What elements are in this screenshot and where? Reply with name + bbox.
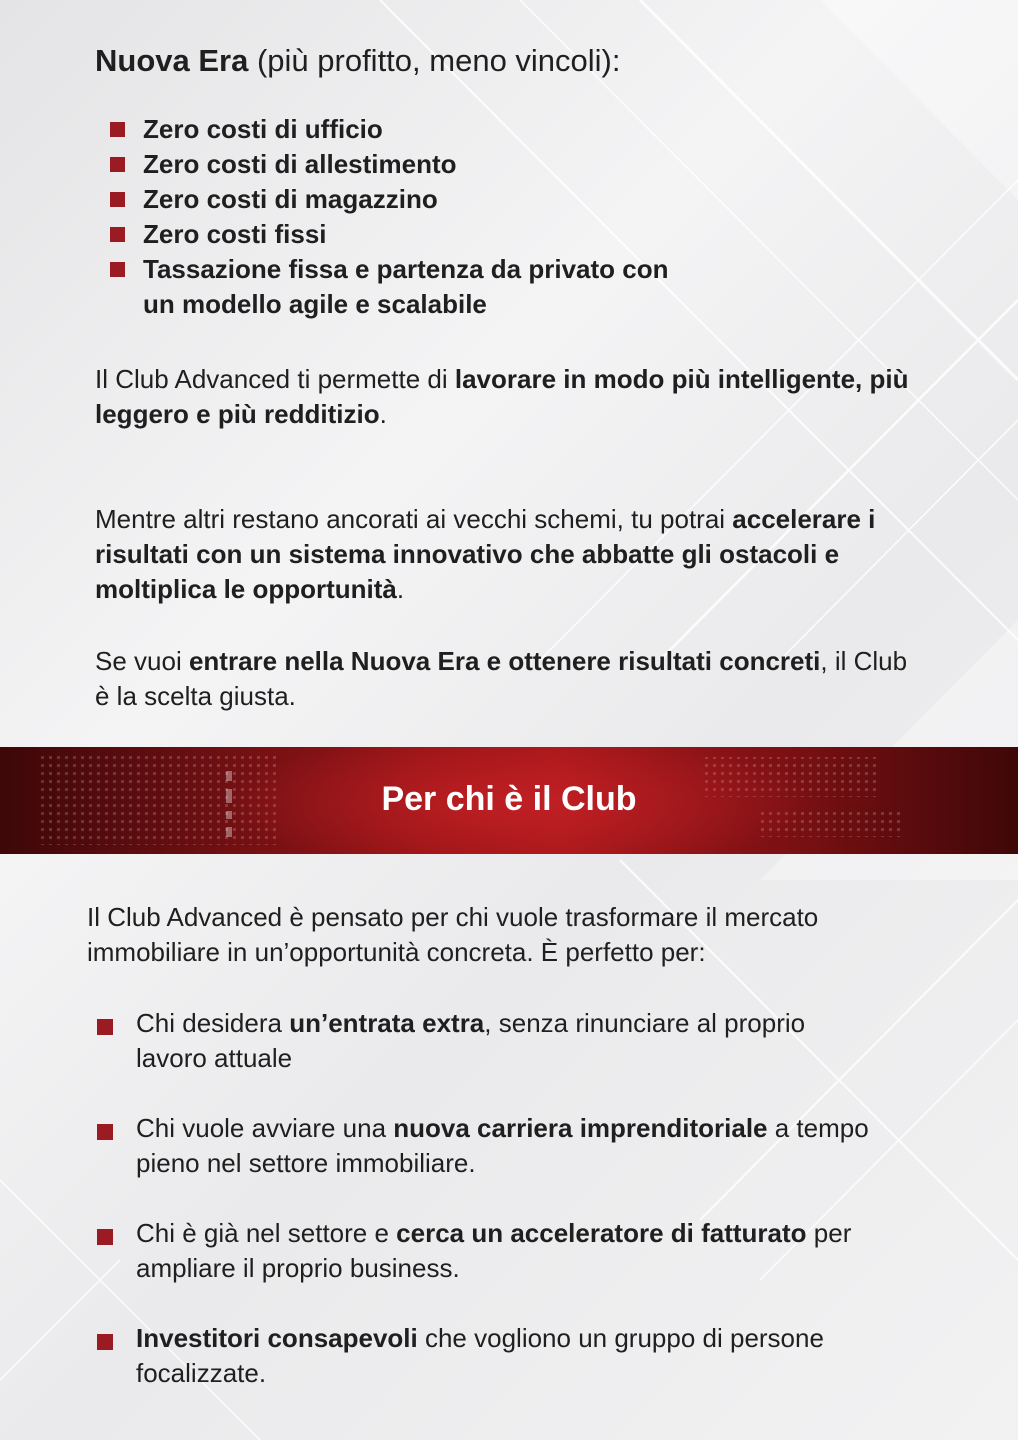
list-item: Chi vuole avviare una nuova carriera imprenditoriale a tempo pieno nel settore immobiliare. <box>87 1111 881 1181</box>
paragraph-new-era: Se vuoi entrare nella Nuova Era e ottenere risultati concreti, il Club è la scelta giusta. <box>95 646 908 711</box>
list-item: Chi è già nel settore e cerca un acceleratore di fatturato per ampliare il proprio business. <box>87 1216 956 1286</box>
list-item: Tassazione fissa e partenza da privato con un modello agile e scalabile <box>95 252 703 322</box>
list-item: Zero costi di ufficio <box>95 112 955 147</box>
list-item: Zero costi di magazzino <box>95 182 955 217</box>
square-bullet-icon <box>97 1334 113 1350</box>
list-item: Investitori consapevoli che vogliono un gruppo di persone focalizzate. <box>87 1321 936 1391</box>
square-bullet-icon <box>97 1229 113 1245</box>
intro-paragraph: Il Club Advanced è pensato per chi vuole trasformare il mercato immobiliare in un’opportunità concreta. È perfetto per: <box>87 902 819 967</box>
paragraph-smart-work: Il Club Advanced ti permette di lavorare in modo più intelligente, più leggero e più redditizio. <box>95 364 909 429</box>
benefits-list <box>95 112 955 322</box>
nuova-era-section <box>95 40 955 714</box>
square-bullet-icon <box>97 1124 113 1140</box>
square-bullet-icon <box>110 157 125 172</box>
audience-list <box>87 1006 947 1391</box>
square-bullet-icon <box>110 122 125 137</box>
banner-title: Per chi è il Club <box>381 780 637 818</box>
list-item: Chi desidera un’entrata extra, senza rinunciare al proprio lavoro attuale <box>87 1006 881 1076</box>
square-bullet-icon <box>110 227 125 242</box>
square-bullet-icon <box>97 1019 113 1035</box>
list-item: Zero costi di allestimento <box>95 147 955 182</box>
section-banner <box>0 747 1018 854</box>
square-bullet-icon <box>110 262 125 277</box>
paragraph-accelerate: Mentre altri restano ancorati ai vecchi schemi, tu potrai accelerare i risultati con un sistema innovativo che abbatte gli ostacoli e moltiplica le opportunità. <box>95 504 876 604</box>
square-bullet-icon <box>110 192 125 207</box>
audience-section <box>87 900 947 1426</box>
list-item: Zero costi fissi <box>95 217 955 252</box>
section-heading: Nuova Era (più profitto, meno vincoli): <box>95 43 621 78</box>
